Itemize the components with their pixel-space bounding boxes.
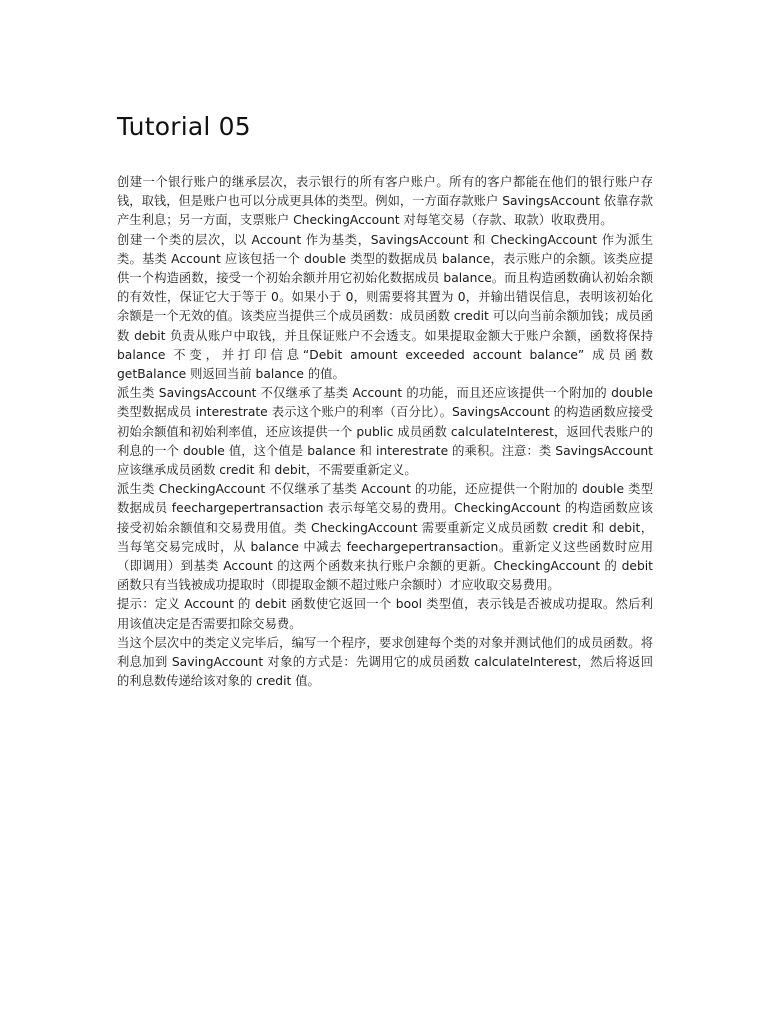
paragraph-checking-account: 派生类 CheckingAccount 不仅继承了基类 Account 的功能，还应提供一个附加的 double 类型数据成员 feechargepertransaction 表示每笔交易的费用。CheckingAccount 的构造函数应该接受初始余额值和交易费用值。类 CheckingAccount 需要重新定义成员函数 credit 和 debit，当每笔交易完成时，从 balance 中减去 feechargepertransaction。重新定义这些函数时应用（即调用）到基类 Account 的这两个函数来执行账户余额的更新。CheckingAccount 的 debit 函数只有当钱被成功提取时（即提取金额不超过账户余额时）才应收取交易费用。: [117, 482, 653, 593]
document-body: [117, 173, 653, 691]
paragraph-account-base-class: 创建一个类的层次，以 Account 作为基类，SavingsAccount 和 CheckingAccount 作为派生类。基类 Account 应该包括一个 double 类型的数据成员 balance，表示账户的余额。该类应提供一个构造函数，接受一个初始余额并用它初始化数据成员 balance。而且构造函数确认初始余额的有效性，保证它大于等于 0。如果小于 0，则需要将其置为 0，并输出错误信息，表明该初始化余额是一个无效的值。该类应当提供三个成员函数：成员函数 credit 可以向当前余额加钱；成员函数 debit 负责从账户中取钱，并且保证账户不会透支。如果提取金额大于账户余额，函数将保持 balance 不变，并打印信息“Debit amount exceeded account balance” 成员函数 getBalance 则返回当前 balance 的值。: [117, 232, 653, 382]
paragraph-hint: 提示：定义 Account 的 debit 函数使它返回一个 bool 类型值，表示钱是否被成功提取。然后利用该值决定是否需要扣除交易费。: [117, 597, 653, 631]
paragraph-savings-account: 派生类 SavingsAccount 不仅继承了基类 Account 的功能，而且还应该提供一个附加的 double 类型数据成员 interestrate 表示这个账户的利率（百分比）。SavingsAccount 的构造函数应接受初始余额值和初始利率值，还应该提供一个 public 成员函数 calculateInterest，返回代表账户的利息的一个 double 值，这个值是 balance 和 interestrate 的乘积。注意：类 SavingsAccount 应该继承成员函数 credit 和 debit，不需要重新定义。: [117, 386, 653, 478]
document-title: Tutorial 05: [117, 112, 251, 141]
paragraph-intro: 创建一个银行账户的继承层次，表示银行的所有客户账户。所有的客户都能在他们的银行账户存钱，取钱，但是账户也可以分成更具体的类型。例如，一方面存款账户 SavingsAccount 依靠存款产生利息；另一方面，支票账户 CheckingAccount 对每笔交易（存款、取款）收取费用。: [117, 175, 653, 228]
paragraph-test-program: 当这个层次中的类定义完毕后，编写一个程序，要求创建每个类的对象并测试他们的成员函数。将利息加到 SavingAccount 对象的方式是：先调用它的成员函数 calculateInterest，然后将返回的利息数传递给该对象的 credit 值。: [117, 635, 653, 689]
